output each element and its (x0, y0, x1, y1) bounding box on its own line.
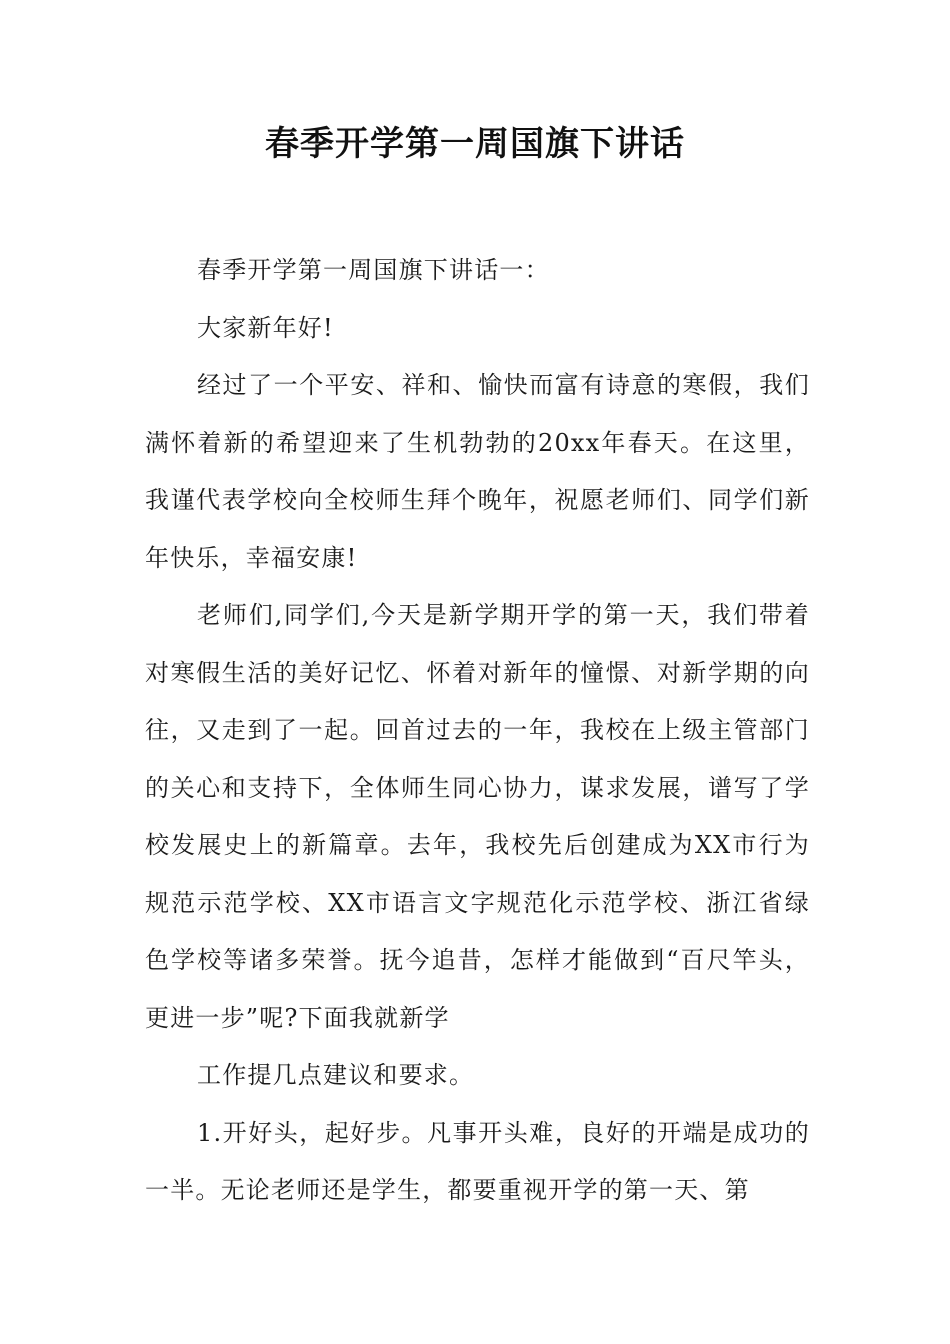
paragraph-review: 老师们,同学们,今天是新学期开学的第一天，我们带着对寒假生活的美好记忆、怀着对新年的憧憬、对新学期的向往，又走到了一起。回首过去的一年，我校在上级主管部门的关心和支持下，全体师生同心协力，谋求发展，谱写了学校发展史上的新篇章。去年，我校先后创建成为XX市行为规范示范学校、XX市语言文字规范化示范学校、浙江省绿色学校等诸多荣誉。抚今追昔，怎样才能做到“百尺竿头，更进一步”呢?下面我就新学 (145, 601, 810, 1032)
paragraph-point-one: 1.开好头，起好步。凡事开头难，良好的开端是成功的一半。无论老师还是学生，都要重视开学的第一天、第 (145, 1118, 810, 1204)
paragraph-new-year: 经过了一个平安、祥和、愉快而富有诗意的寒假，我们满怀着新的希望迎来了生机勃勃的20xx年春天。在这里，我谨代表学校向全校师生拜个晚年，祝愿老师们、同学们新年快乐，幸福安康! (145, 371, 810, 572)
paragraph-greeting: 大家新年好! (197, 313, 334, 342)
paragraph-heading: 春季开学第一周国旗下讲话一： (197, 256, 550, 284)
document-title: 春季开学第一周国旗下讲话 (265, 124, 685, 164)
document-body (145, 242, 810, 1220)
paragraph-suggestions: 工作提几点建议和要求。 (197, 1061, 475, 1089)
